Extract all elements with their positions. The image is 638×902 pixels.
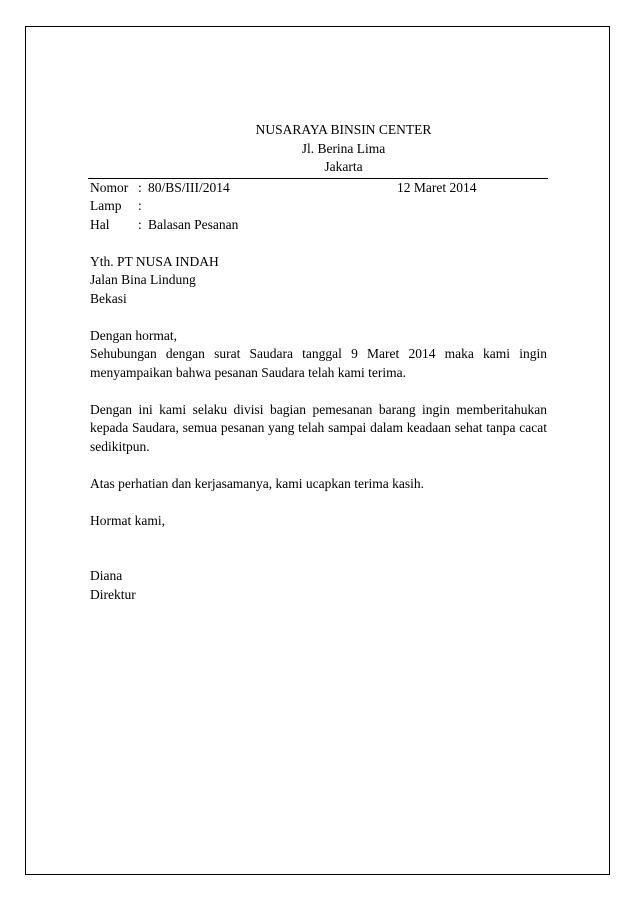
recipient-name: Yth. PT NUSA INDAH: [90, 253, 219, 269]
company-address: Jl. Berina Lima: [301, 140, 386, 156]
meta-row-hal: [90, 216, 547, 235]
signatory-name: Diana: [90, 568, 123, 583]
paragraph-2: Dengan ini kami selaku divisi bagian pemesanan barang ingin memberitahukan kepada Saudara, semua pesanan yang telah sampai dalam keadaan sehat tanpa cacat sedikitpun.: [90, 401, 547, 454]
company-name: NUSARAYA BINSIN CENTER: [255, 122, 432, 137]
lamp-colon: :: [138, 198, 142, 213]
nomor-colon: :: [138, 179, 142, 195]
nomor-value: 80/BS/III/2014: [148, 179, 230, 195]
company-city: Jakarta: [324, 159, 363, 174]
signatory-title: Direktur: [90, 586, 136, 602]
letter: [90, 121, 547, 604]
meta-row-lamp: [90, 197, 547, 216]
recipient-block: [90, 253, 547, 309]
hal-label: Hal: [90, 216, 110, 232]
nomor-label: Nomor: [90, 179, 129, 195]
letterhead: [140, 121, 547, 177]
recipient-street: Jalan Bina Lindung: [90, 272, 196, 287]
closing: Hormat kami,: [90, 512, 165, 528]
hal-colon: :: [138, 216, 142, 232]
meta-row-nomor: [90, 179, 547, 198]
paragraph-3: Atas perhatian dan kerjasamanya, kami ucapkan terima kasih.: [90, 475, 424, 491]
lamp-label: Lamp: [90, 198, 122, 213]
greeting: Dengan hormat,: [90, 327, 177, 343]
letter-date: 12 Maret 2014: [397, 179, 477, 195]
hal-value: Balasan Pesanan: [148, 216, 239, 232]
paragraph-1: Sehubungan dengan surat Saudara tanggal 9 Maret 2014 maka kami ingin menyampaikan bahwa pesanan Saudara telah kami terima.: [90, 346, 547, 380]
recipient-city: Bekasi: [90, 290, 127, 306]
